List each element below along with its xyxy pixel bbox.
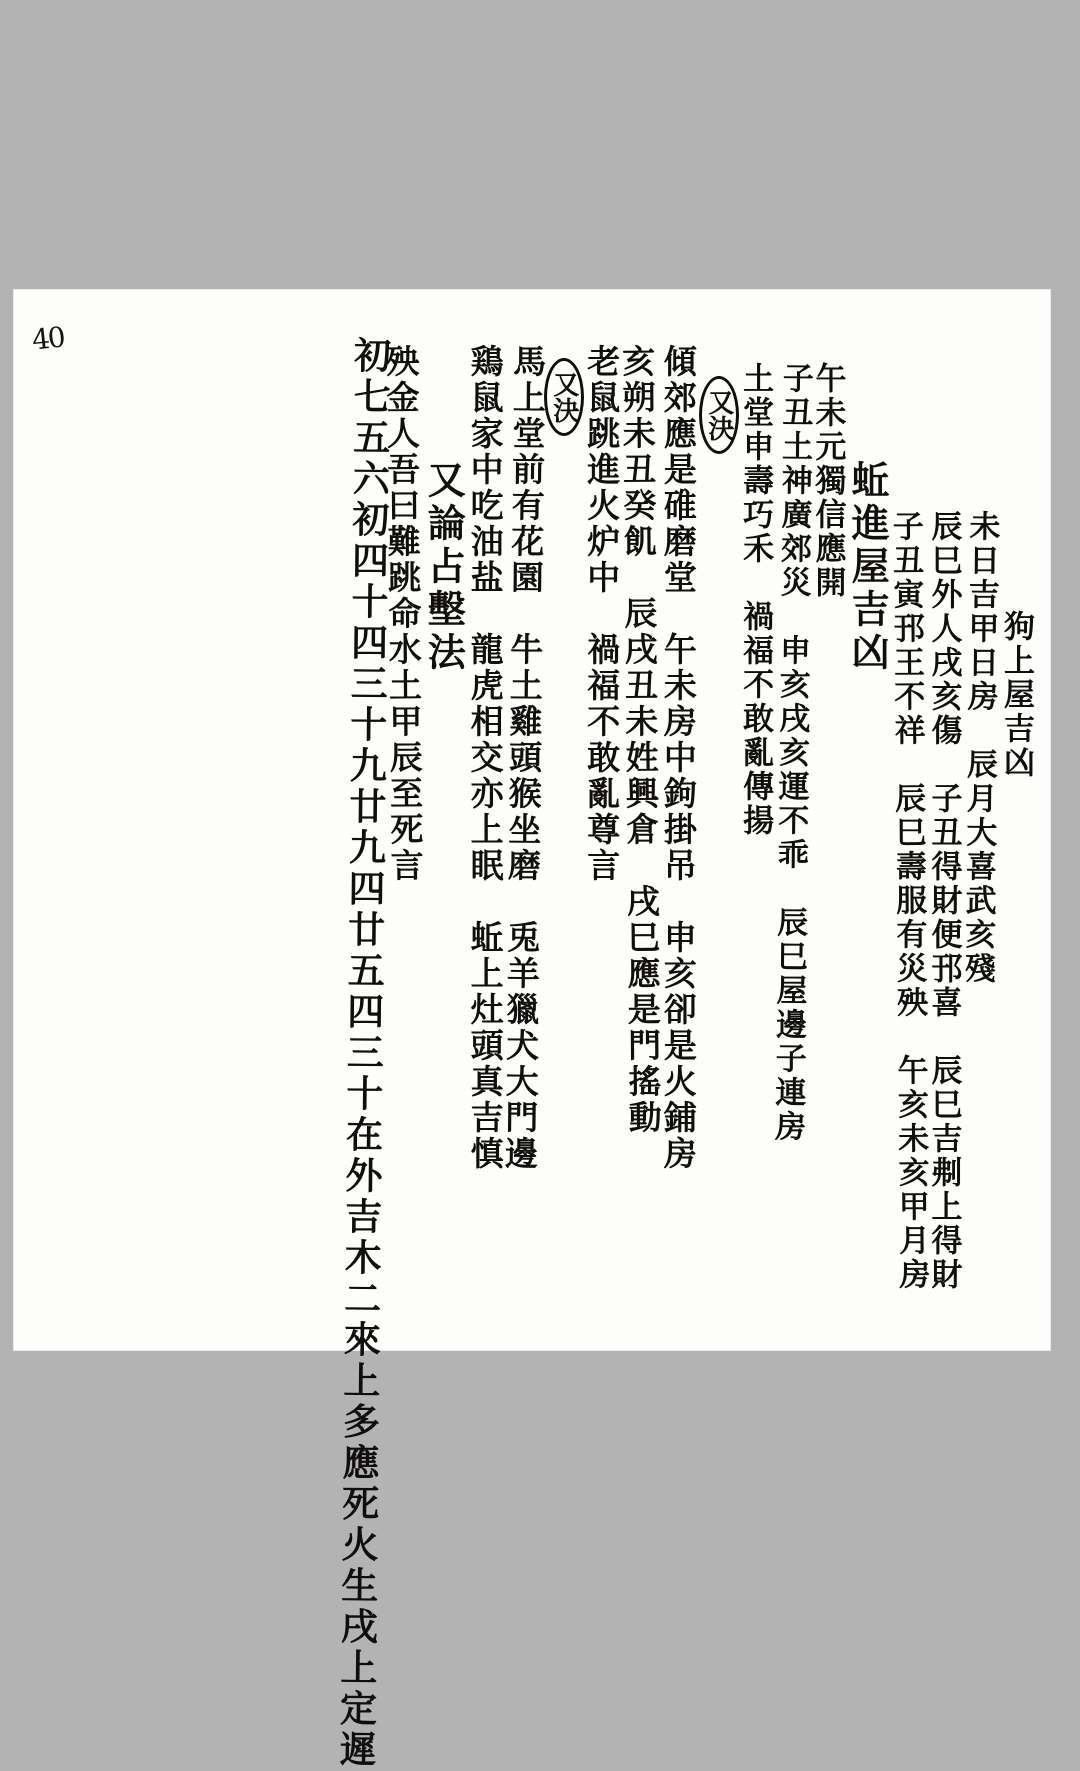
section-title: 又論占墼法 bbox=[421, 460, 467, 675]
text-column-9 bbox=[699, 310, 774, 838]
you-jue-marker-1: 又決 bbox=[544, 358, 584, 436]
text-column-13: 子丑寅邘王不祥 辰巳壽服有災殃 午亥未亥甲月房 bbox=[886, 509, 930, 1293]
text-column-16: 狗上屋吉凶 bbox=[998, 610, 1034, 780]
text-column-2: 殃金人吾曰難跳命水土甲辰至死言 bbox=[381, 343, 426, 885]
text-column-10: 子丑土神廣郊災 申亥戌亥運不乖 辰巳屋邊子連房 bbox=[768, 361, 814, 1145]
text-column-4: 鶏鼠家中吃油盐 龍虎相交亦上眠 蚯上灶頭真吉慎 bbox=[465, 344, 505, 1172]
text-column-7: 亥朔未丑癸飢 辰戌丑未姓興倉 戌巳應是門搖動 bbox=[617, 343, 664, 1137]
text-column-6-text: 老鼠跳進火炉中 禍福不敢亂尊言 bbox=[582, 344, 622, 884]
text-column-9-text: 土堂申壽巧禾 禍福不敢亂傳揚 bbox=[737, 362, 774, 838]
text-column-8: 傾郊應是碓磨堂 午未房中鉤掛吊 申亥卻是火鋪房 bbox=[658, 344, 698, 1172]
manuscript-page bbox=[14, 290, 1050, 1771]
text-column-11: 午未元獨信應開 bbox=[809, 362, 846, 600]
text-column-5: 馬上堂前有花園 牛土雞頭猴坐磨 兎羊獵犬大門邊 bbox=[499, 343, 548, 1173]
sub-section-title: 蚯進屋吉凶 bbox=[845, 460, 891, 675]
text-column-6 bbox=[544, 310, 622, 884]
you-jue-marker-2: 又決 bbox=[699, 376, 739, 454]
text-column-15: 未日吉甲日房 辰月大喜武亥殘 bbox=[958, 509, 1000, 987]
vertical-text-block bbox=[332, 310, 1034, 1771]
folio-number: 40 bbox=[30, 320, 66, 357]
text-column-1: 初七五六初四十四三十九廿九四廿五四三十在外吉木二來上多應死火生戌上定遲 bbox=[332, 335, 392, 1771]
text-column-14: 辰巳外人戌亥傷 子丑得財便邘喜 辰巳吉刜上得財 bbox=[925, 510, 962, 1292]
